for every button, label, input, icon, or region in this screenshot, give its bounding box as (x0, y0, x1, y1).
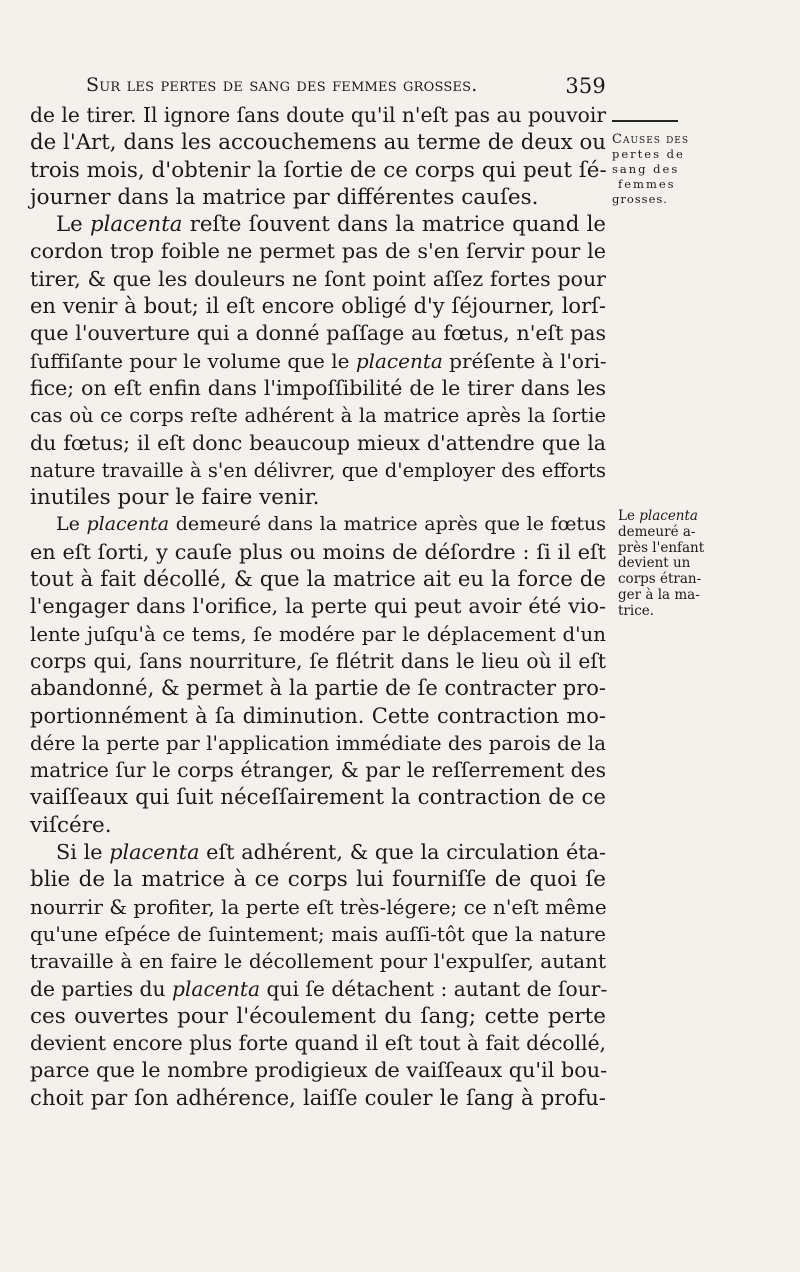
margin-note-causes (612, 120, 788, 207)
text-line: ces ouvertes pour l'écoulement du ſang; cette perte (30, 1003, 606, 1029)
running-title: Sur les pertes de sang des femmes grosses. (86, 74, 478, 96)
text-line: en eſt ſorti, y cauſe plus ou moins de déſordre : ſi il eſt (30, 539, 606, 564)
margin-note-line: Le placenta (618, 508, 698, 524)
margin-note-line: trice. (618, 602, 655, 619)
text-line: nourrir & profiter, la perte eſt très-légere; ce n'eſt même (30, 894, 607, 919)
margin-rule (612, 120, 678, 122)
page-number: 359 (565, 74, 606, 98)
text-line: tirer, & que les douleurs ne ſont point aſſez fortes pour (30, 266, 606, 291)
text-line: parce que le nombre prodigieux de vaiſſeaux qu'il bou- (30, 1058, 608, 1083)
text-line: nature travaille à s'en délivrer, que d'employer des efforts (30, 458, 606, 482)
text-line: Si le placenta eſt adhérent, & que la circulation éta- (56, 840, 606, 865)
text-line: matrice ſur le corps étranger, & par le reſſerrement des (30, 758, 606, 783)
margin-note-line: femmes (618, 177, 676, 191)
text-line: de le tirer. Il ignore ſans doute qu'il n'eſt pas au pouvoir (30, 103, 606, 127)
text-line: qu'une eſpéce de ſuintement; mais auſſi-tôt que la nature (30, 922, 606, 946)
text-line: ſuffiſante pour le volume que le placenta préſente à l'ori- (30, 348, 607, 373)
text-line: l'engager dans l'orifice, la perte qui peut avoir été vio- (30, 594, 606, 619)
italic-word: placenta (89, 212, 183, 238)
margin-note-line: grosses. (612, 192, 668, 206)
margin-note-line: pertes de (612, 147, 685, 161)
italic-word: placenta (86, 513, 170, 536)
margin-note-line: devient un (618, 555, 691, 572)
italic-word: placenta (639, 508, 698, 524)
text-line: cordon trop foible ne permet pas de s'en ſervir pour le (30, 239, 606, 264)
text-line: choit par ſon adhérence, laiſſe couler le ſang à profu- (30, 1085, 606, 1111)
text-line: portionnément à ſa diminution. Cette contraction mo- (30, 703, 606, 728)
text-line: de l'Art, dans les accouchemens au terme de deux ou (30, 130, 606, 156)
margin-note-placenta (618, 509, 704, 620)
text-line: Le placenta demeuré dans la matrice après que le fœtus (56, 513, 606, 536)
main-text (30, 102, 606, 1112)
margin-note-line: près l'enfant (618, 539, 705, 556)
margin-note-line: ger à la ma- (618, 586, 700, 603)
text-line: cas où ce corps reſte adhérent à la matrice après la ſortie (30, 404, 606, 428)
text-line: de parties du placenta qui ſe détachent : autant de ſour- (30, 976, 608, 1001)
text-line: viſcére. (30, 812, 112, 838)
text-line: en venir à bout; il eſt encore obligé d'y ſéjourner, lorſ- (30, 294, 606, 319)
text-line: corps qui, ſans nourriture, ſe flétrit dans le lieu où il eſt (30, 648, 606, 673)
margin-note-line: Causes des (612, 132, 690, 147)
text-line: trois mois, d'obtenir la ſortie de ce corps qui peut ſé- (30, 157, 607, 183)
text-line: fice; on eſt enfin dans l'impoſſibilité de le tirer dans les (30, 375, 606, 400)
text-line: travaille à en faire le décollement pour l'expulſer, autant (30, 949, 606, 974)
margin-note-line: demeuré a- (618, 523, 696, 540)
text-line: Le placenta reſte ſouvent dans la matrice quand le (56, 212, 606, 238)
text-line: abandonné, & permet à la partie de ſe contracter pro- (30, 676, 606, 701)
margin-note-line: sang des (612, 162, 680, 176)
text-line: lente juſqu'à ce tems, ſe modére par le déplacement d'un (30, 622, 606, 646)
text-line: journer dans la matrice par différentes cauſes. (30, 184, 539, 210)
margin-note-line: corps étran- (618, 571, 702, 588)
text-line: dére la perte par l'application immédiate des parois de la (30, 731, 606, 755)
text-line: que l'ouverture qui a donné paſſage au fœtus, n'eſt pas (30, 321, 606, 346)
text-line: vaiſſeaux qui ſuit néceſſairement la contraction de ce (30, 785, 606, 811)
italic-word: placenta (355, 348, 443, 373)
text-line: inutiles pour le faire venir. (30, 485, 320, 511)
italic-word: placenta (171, 976, 261, 1001)
text-line: tout à fait décollé, & que la matrice ait eu la force de (30, 567, 606, 593)
text-line: devient encore plus forte quand il eſt tout à fait décollé, (30, 1031, 606, 1056)
italic-word: placenta (109, 840, 200, 865)
text-line: du fœtus; il eſt donc beaucoup mieux d'attendre que la (30, 430, 606, 455)
running-header (86, 74, 606, 96)
text-line: blie de la matrice à ce corps lui fourniſſe de quoi ſe (30, 867, 606, 893)
